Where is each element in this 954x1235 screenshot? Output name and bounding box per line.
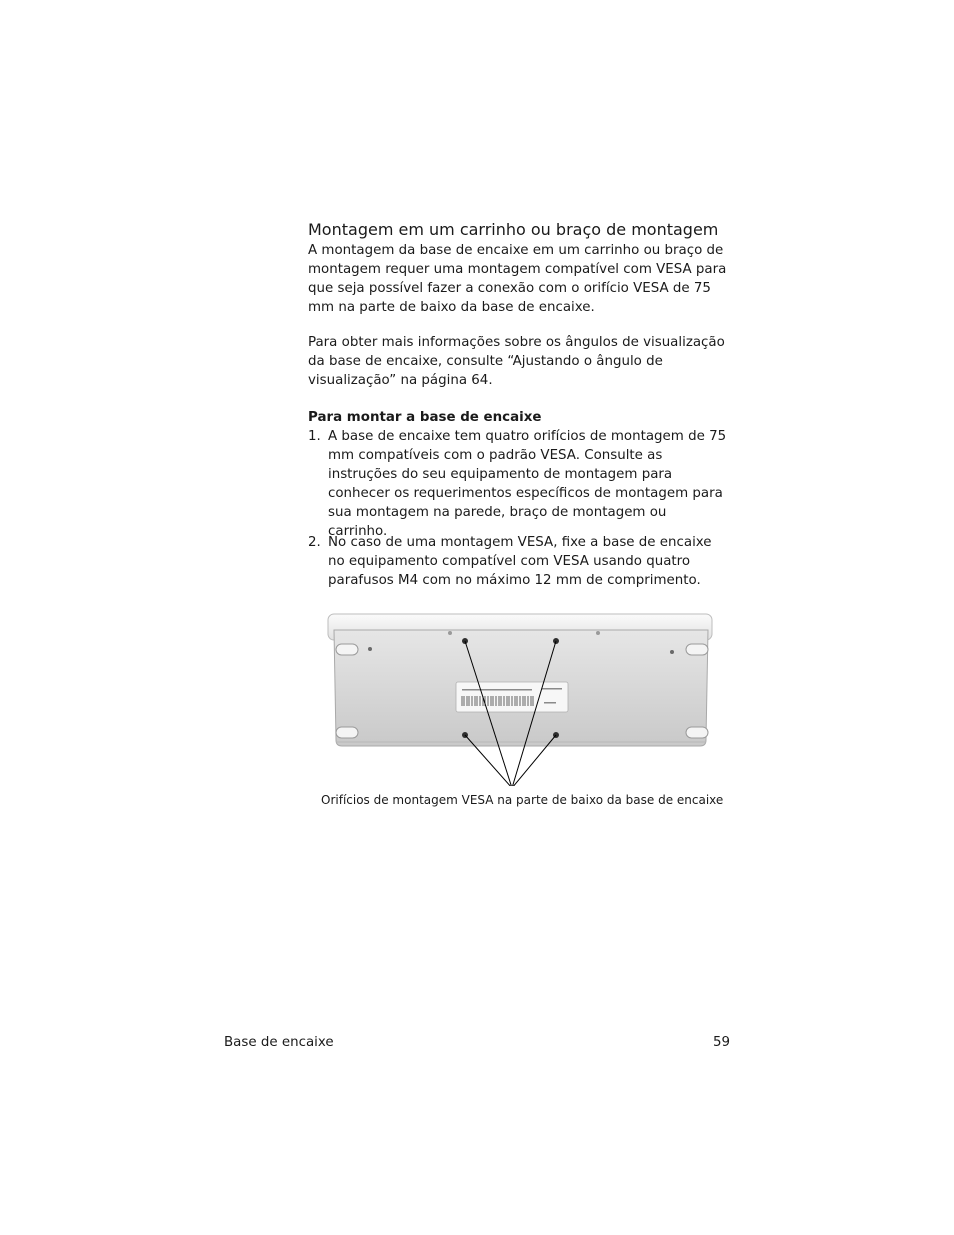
figure-caption: Orifícios de montagem VESA na parte de baixo da base de encaixe: [321, 793, 724, 807]
dock-underside-illustration: [322, 606, 722, 786]
reference-paragraph: Para obter mais informações sobre os ângulos de visualização da base de encaixe, consulte “Ajustando o ângulo de visualização” na página 64.: [308, 335, 725, 388]
step-text: A base de encaixe tem quatro orifícios de montagem de 75 mm compatíveis com o padrão VESA. Consulte as instruções do seu equipamento de montagem para conhecer os requerimentos específicos de montagem para sua montagem na parede, braço de montagem ou carrinho.: [328, 429, 727, 539]
step-number: 1.: [308, 429, 321, 444]
step-item-2: [308, 533, 728, 590]
footer-section-name: Base de encaixe: [224, 1035, 334, 1050]
section-heading: Montagem em um carrinho ou braço de montagem: [308, 220, 719, 239]
step-number: 2.: [308, 535, 321, 550]
step-text: No caso de uma montagem VESA, fixe a base de encaixe no equipamento compatível com VESA usando quatro parafusos M4 com no máximo 12 mm de comprimento.: [328, 535, 712, 588]
procedure-heading: Para montar a base de encaixe: [308, 410, 542, 425]
page-number: 59: [713, 1035, 731, 1050]
step-item-1: [308, 427, 728, 541]
intro-paragraph: A montagem da base de encaixe em um carrinho ou braço de montagem requer uma montagem compatível com VESA para que seja possível fazer a conexão com o orifício VESA de 75 mm na parte de baixo da base de encaixe.: [308, 243, 727, 315]
